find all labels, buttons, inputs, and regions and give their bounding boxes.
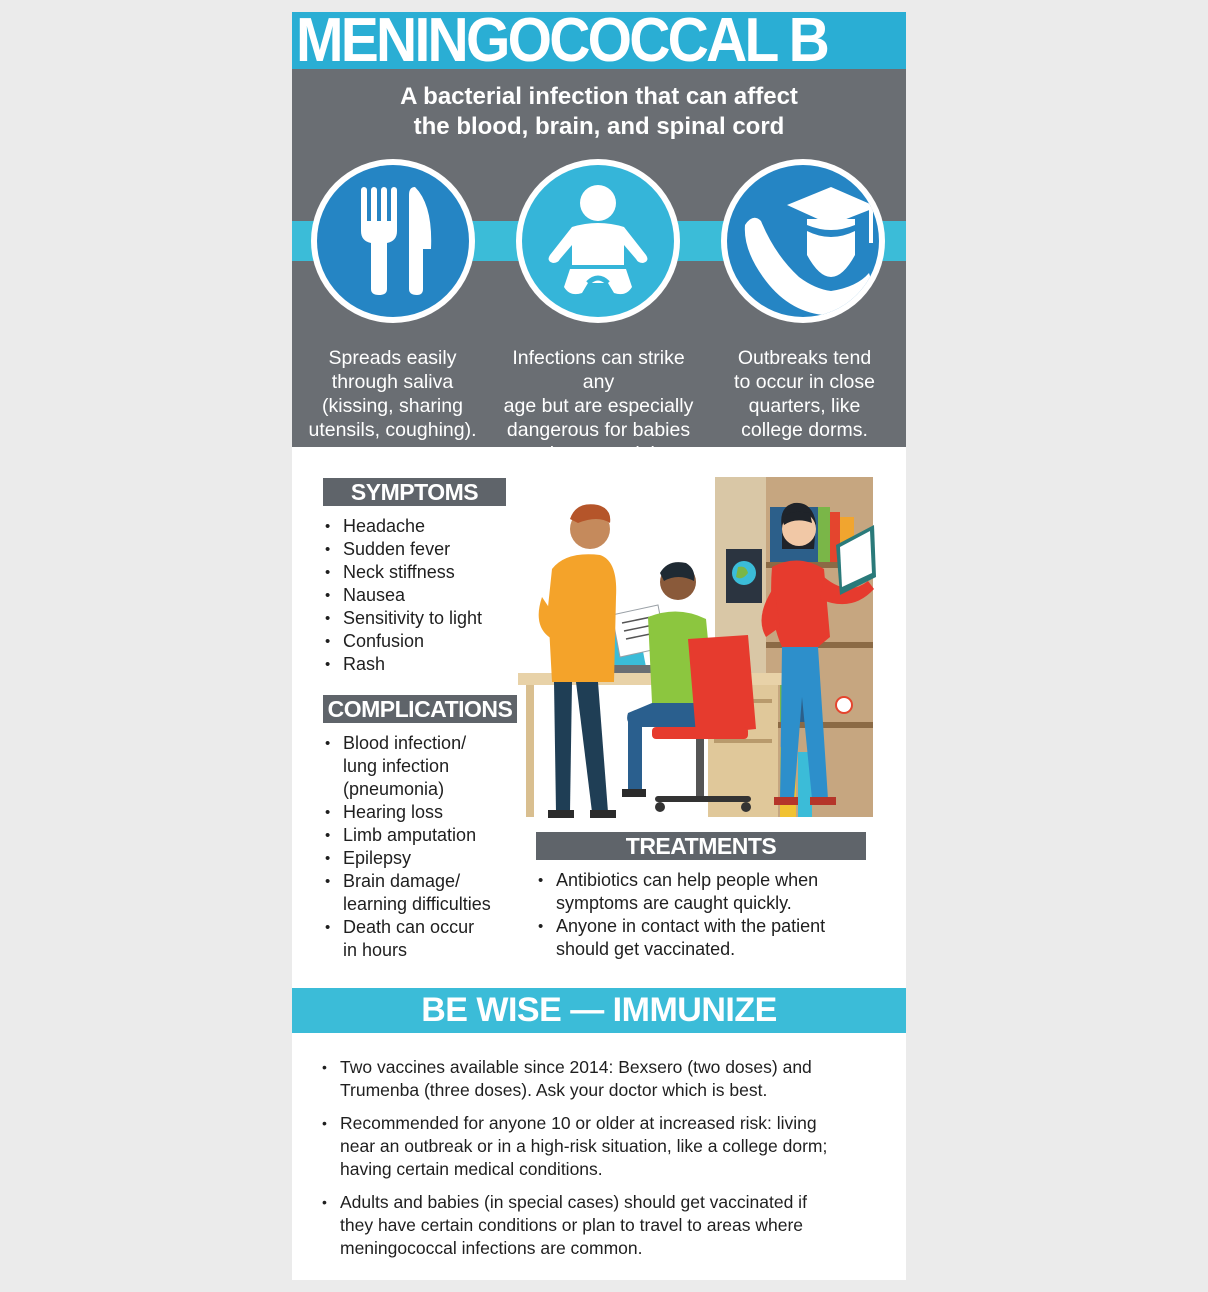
subtitle-line: the blood, brain, and spinal cord [413, 113, 785, 140]
symptoms-heading: SYMPTOMS [323, 478, 506, 506]
complications-list [323, 732, 523, 962]
feature-line: college dorms. [741, 419, 868, 441]
list-line: having certain medical conditions. [340, 1159, 603, 1179]
book-green [818, 507, 830, 562]
list-line: should get vaccinated. [556, 939, 736, 959]
list-line: • Recommended for anyone 10 or older at increased risk: living [340, 1113, 817, 1133]
list-item [536, 915, 886, 961]
list-line: • Anyone in contact with the patient [556, 916, 826, 936]
list-line: • Two vaccines available since 2014: Bexsero (two doses) and [340, 1057, 812, 1077]
immunize-list [320, 1056, 880, 1270]
title-banner [292, 12, 906, 69]
graduate-icon [727, 165, 879, 317]
treatments-heading: TREATMENTS [536, 832, 866, 860]
list-item: • Sensitivity to light [323, 607, 523, 630]
feature-text-dorms [702, 346, 906, 442]
list-line: in hours [343, 940, 408, 960]
list-item: • Sudden fever [323, 538, 523, 561]
list-item [320, 1191, 880, 1260]
overview-section [292, 69, 906, 465]
infographic [292, 12, 906, 1280]
list-item [323, 732, 523, 801]
immunize-heading: BE WISE — IMMUNIZE [292, 988, 906, 1033]
baseball [836, 697, 852, 713]
list-line: they have certain conditions or plan to travel to areas where [340, 1215, 804, 1235]
list-item: • Nausea [323, 584, 523, 607]
feature-line: dangerous for babies [506, 419, 691, 441]
feature-line: utensils, coughing). [308, 419, 477, 441]
graduate-badge [721, 159, 885, 323]
feature-line: to occur in close [734, 371, 875, 393]
list-item: • Confusion [323, 630, 523, 653]
list-line: • Blood infection/ [343, 733, 467, 753]
list-item: • Epilepsy [323, 847, 523, 870]
chair-seat [652, 727, 748, 739]
list-item [320, 1056, 880, 1102]
list-item: • Headache [323, 515, 523, 538]
list-item: • Rash [323, 653, 523, 676]
list-item [323, 870, 523, 916]
list-item [323, 916, 523, 962]
page-title: MENINGOCOCCAL B [296, 12, 828, 69]
feature-line: Spreads easily [328, 347, 457, 369]
feature-line: age but are especially [503, 395, 694, 417]
list-line: symptoms are caught quickly. [556, 893, 792, 913]
complications-heading: COMPLICATIONS [323, 695, 517, 723]
woman-top [771, 560, 830, 647]
subtitle [292, 82, 906, 142]
feature-line: quarters, like [748, 395, 861, 417]
subtitle-line: A bacterial infection that can affect [400, 83, 798, 110]
list-line: • Death can occur [343, 917, 475, 937]
man-leg [554, 682, 572, 812]
study-room-illustration [518, 477, 878, 822]
feature-text-saliva [292, 346, 495, 442]
symptoms-list [323, 515, 523, 676]
list-line: learning difficulties [343, 894, 491, 914]
desk-leg [526, 685, 534, 817]
treatments-list [536, 869, 886, 961]
list-item [320, 1112, 880, 1181]
feature-line: and young adults. [521, 443, 676, 465]
baby-badge [516, 159, 680, 323]
fork-knife-badge [311, 159, 475, 323]
fork-knife-icon [317, 165, 469, 317]
baby-icon [522, 165, 674, 317]
list-line: • Adults and babies (in special cases) should get vaccinated if [340, 1192, 807, 1212]
chair-back [688, 635, 756, 735]
feature-text-age [496, 346, 701, 466]
list-item: • Limb amputation [323, 824, 523, 847]
list-line: lung infection [343, 756, 450, 776]
list-line: Trumenba (three doses). Ask your doctor which is best. [340, 1080, 768, 1100]
list-line: • Brain damage/ [343, 871, 461, 891]
feature-line: Infections can strike any [512, 347, 685, 393]
list-item [536, 869, 886, 915]
list-item: • Hearing loss [323, 801, 523, 824]
feature-line: through saliva [331, 371, 454, 393]
feature-line: Outbreaks tend [737, 347, 872, 369]
list-line: (pneumonia) [343, 779, 445, 799]
feature-line: (kissing, sharing [322, 395, 463, 417]
man-shirt [548, 554, 616, 682]
list-line: meningococcal infections are common. [340, 1238, 643, 1258]
list-line: near an outbreak or in a high-risk situation, like a college dorm; [340, 1136, 828, 1156]
list-line: • Antibiotics can help people when [556, 870, 819, 890]
list-item: • Neck stiffness [323, 561, 523, 584]
